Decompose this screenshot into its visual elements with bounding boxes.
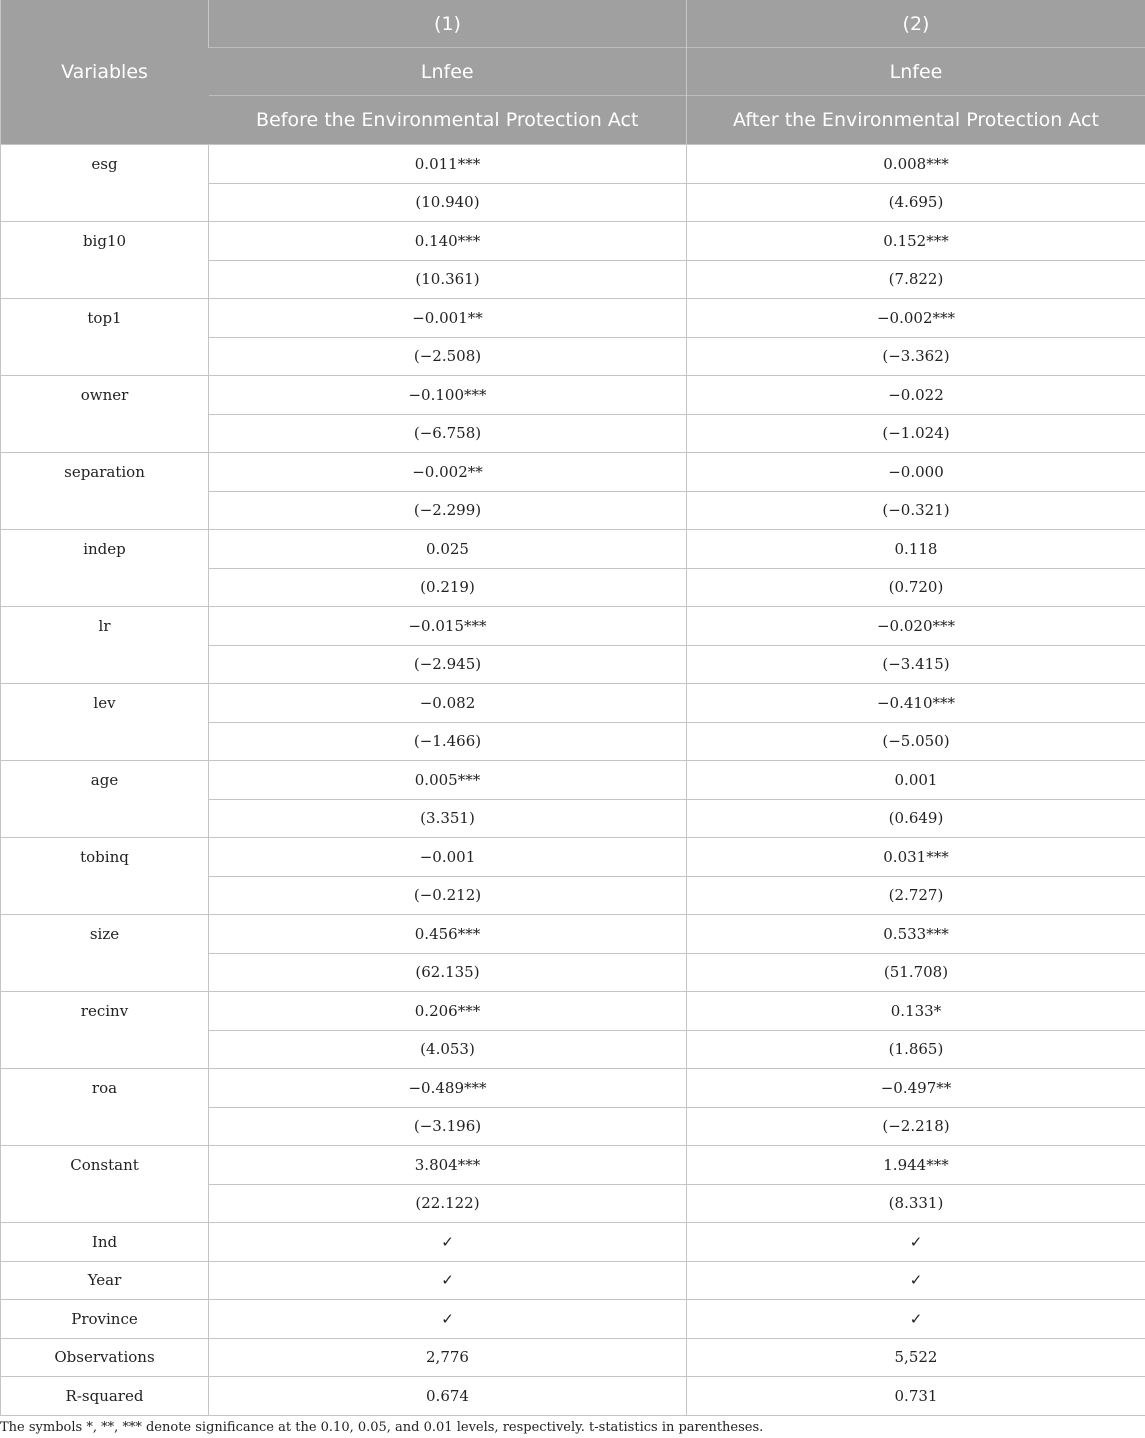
col2-coefficient-cell: 0.533*** — [687, 915, 1145, 954]
col1-tstat-cell: (10.361) — [209, 260, 687, 299]
variable-name-cell: tobinq — [1, 838, 209, 915]
col1-tstat-cell: (4.053) — [209, 1030, 687, 1069]
table-row — [1, 1338, 1145, 1377]
col1-coefficient-cell: −0.015*** — [209, 607, 687, 646]
variable-name-cell: Ind — [1, 1223, 209, 1262]
col1-tstat-cell: (−2.945) — [209, 645, 687, 684]
col1-value-cell: 2,776 — [209, 1338, 687, 1377]
col2-dependent-header: Lnfee — [687, 48, 1145, 96]
table-row — [1, 761, 1145, 800]
table-row — [1, 299, 1145, 338]
col2-coefficient-cell: −0.020*** — [687, 607, 1145, 646]
col2-coefficient-cell: −0.022 — [687, 376, 1145, 415]
variable-name-cell: roa — [1, 1069, 209, 1146]
col1-coefficient-cell: 0.206*** — [209, 992, 687, 1031]
col2-tstat-cell: (51.708) — [687, 953, 1145, 992]
table-row — [1, 530, 1145, 569]
col2-coefficient-cell: 0.118 — [687, 530, 1145, 569]
table-row — [1, 992, 1145, 1031]
variable-name-cell: indep — [1, 530, 209, 607]
col1-tstat-cell: (3.351) — [209, 799, 687, 838]
col2-tstat-cell: (2.727) — [687, 876, 1145, 915]
col2-tstat-cell: (8.331) — [687, 1184, 1145, 1223]
col2-value-cell: ✓ — [687, 1261, 1145, 1300]
variable-name-cell: size — [1, 915, 209, 992]
table-row — [1, 1069, 1145, 1108]
variable-name-cell: owner — [1, 376, 209, 453]
col2-number-header: (2) — [687, 0, 1145, 48]
col1-tstat-cell: (−2.508) — [209, 337, 687, 376]
col2-value-cell: ✓ — [687, 1223, 1145, 1262]
col2-tstat-cell: (0.720) — [687, 568, 1145, 607]
variable-name-cell: Constant — [1, 1146, 209, 1223]
col1-tstat-cell: (10.940) — [209, 183, 687, 222]
col2-coefficient-cell: 1.944*** — [687, 1146, 1145, 1185]
table-row — [1, 376, 1145, 415]
col2-coefficient-cell: 0.133* — [687, 992, 1145, 1031]
variable-name-cell: R-squared — [1, 1377, 209, 1416]
variable-name-cell: top1 — [1, 299, 209, 376]
col1-coefficient-cell: 0.005*** — [209, 761, 687, 800]
col2-tstat-cell: (−0.321) — [687, 491, 1145, 530]
col2-tstat-cell: (7.822) — [687, 260, 1145, 299]
col2-tstat-cell: (−3.415) — [687, 645, 1145, 684]
col2-value-cell: ✓ — [687, 1300, 1145, 1339]
col1-tstat-cell: (−0.212) — [209, 876, 687, 915]
table-row — [1, 607, 1145, 646]
col1-description-header: Before the Environmental Protection Act — [209, 96, 687, 145]
col2-coefficient-cell: −0.000 — [687, 453, 1145, 492]
col1-tstat-cell: (0.219) — [209, 568, 687, 607]
table-row — [1, 915, 1145, 954]
col2-tstat-cell: (−1.024) — [687, 414, 1145, 453]
col1-tstat-cell: (62.135) — [209, 953, 687, 992]
table-row — [1, 1377, 1145, 1416]
table-row — [1, 453, 1145, 492]
table-row — [1, 684, 1145, 723]
variable-name-cell: age — [1, 761, 209, 838]
col2-tstat-cell: (−2.218) — [687, 1107, 1145, 1146]
table-row — [1, 222, 1145, 261]
col1-tstat-cell: (−6.758) — [209, 414, 687, 453]
table-body — [1, 145, 1145, 1416]
variable-name-cell: esg — [1, 145, 209, 222]
col2-coefficient-cell: −0.410*** — [687, 684, 1145, 723]
col1-coefficient-cell: −0.082 — [209, 684, 687, 723]
col1-coefficient-cell: 0.011*** — [209, 145, 687, 184]
col1-value-cell: 0.674 — [209, 1377, 687, 1416]
col1-tstat-cell: (22.122) — [209, 1184, 687, 1223]
col1-tstat-cell: (−1.466) — [209, 722, 687, 761]
variable-name-cell: separation — [1, 453, 209, 530]
variable-name-cell: lev — [1, 684, 209, 761]
col2-tstat-cell: (−5.050) — [687, 722, 1145, 761]
col2-tstat-cell: (−3.362) — [687, 337, 1145, 376]
variable-name-cell: Province — [1, 1300, 209, 1339]
col2-coefficient-cell: 0.001 — [687, 761, 1145, 800]
col1-tstat-cell: (−3.196) — [209, 1107, 687, 1146]
col2-coefficient-cell: 0.031*** — [687, 838, 1145, 877]
table-row — [1, 1300, 1145, 1339]
col1-coefficient-cell: −0.001 — [209, 838, 687, 877]
variable-name-cell: Year — [1, 1261, 209, 1300]
col1-value-cell: ✓ — [209, 1223, 687, 1262]
col2-coefficient-cell: −0.002*** — [687, 299, 1145, 338]
variable-name-cell: big10 — [1, 222, 209, 299]
table-row — [1, 1261, 1145, 1300]
col1-dependent-header: Lnfee — [209, 48, 687, 96]
table-row — [1, 1223, 1145, 1262]
col2-coefficient-cell: 0.008*** — [687, 145, 1145, 184]
table-header — [1, 0, 1145, 145]
col2-tstat-cell: (1.865) — [687, 1030, 1145, 1069]
variable-name-cell: Observations — [1, 1338, 209, 1377]
variables-header: Variables — [1, 0, 209, 145]
col2-description-header: After the Environmental Protection Act — [687, 96, 1145, 145]
col2-coefficient-cell: −0.497** — [687, 1069, 1145, 1108]
col1-coefficient-cell: −0.001** — [209, 299, 687, 338]
col1-value-cell: ✓ — [209, 1300, 687, 1339]
col1-value-cell: ✓ — [209, 1261, 687, 1300]
variable-name-cell: recinv — [1, 992, 209, 1069]
col1-coefficient-cell: 0.025 — [209, 530, 687, 569]
variable-name-cell: lr — [1, 607, 209, 684]
table-row — [1, 145, 1145, 184]
col1-coefficient-cell: −0.489*** — [209, 1069, 687, 1108]
table-footnote: The symbols *, **, *** denote significance at the 0.10, 0.05, and 0.01 levels, respectively. t-statistics in parentheses. — [0, 1420, 764, 1435]
col1-coefficient-cell: −0.100*** — [209, 376, 687, 415]
table-row — [1, 1146, 1145, 1185]
col2-value-cell: 0.731 — [687, 1377, 1145, 1416]
col2-value-cell: 5,522 — [687, 1338, 1145, 1377]
col1-coefficient-cell: 3.804*** — [209, 1146, 687, 1185]
col1-coefficient-cell: 0.456*** — [209, 915, 687, 954]
col1-number-header: (1) — [209, 0, 687, 48]
col2-tstat-cell: (4.695) — [687, 183, 1145, 222]
col1-coefficient-cell: 0.140*** — [209, 222, 687, 261]
col2-coefficient-cell: 0.152*** — [687, 222, 1145, 261]
col1-coefficient-cell: −0.002** — [209, 453, 687, 492]
col2-tstat-cell: (0.649) — [687, 799, 1145, 838]
col1-tstat-cell: (−2.299) — [209, 491, 687, 530]
table-row — [1, 838, 1145, 877]
